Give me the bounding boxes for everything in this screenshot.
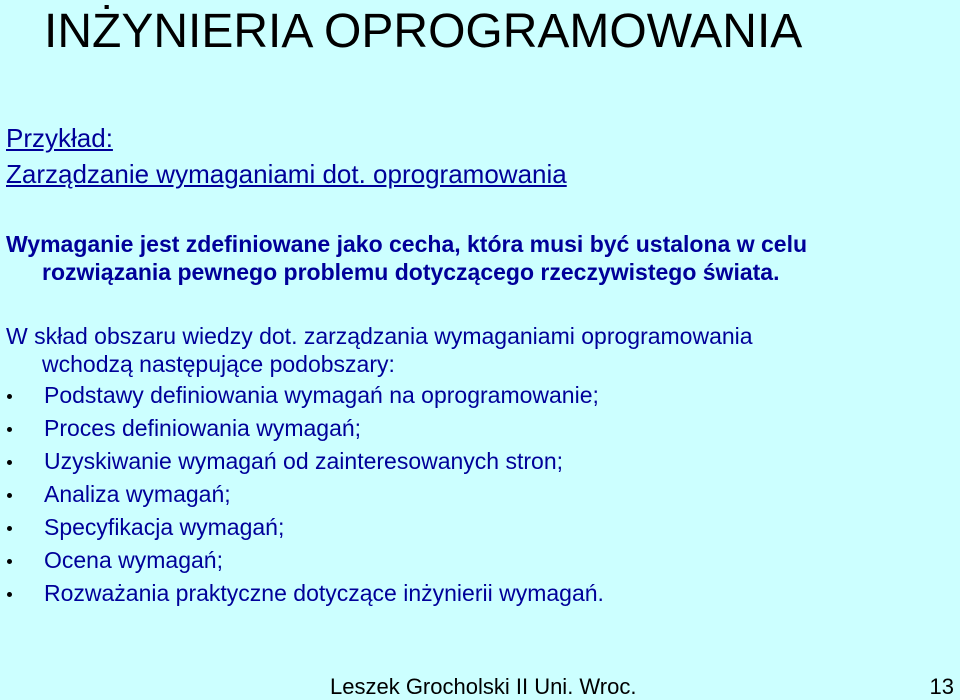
list-item: Ocena wymagań;	[0, 544, 940, 577]
definition-line-2: rozwiązania pewnego problemu dotyczącego rzeczywistego świata.	[42, 259, 780, 285]
bullet-icon	[7, 427, 12, 432]
list-item: Analiza wymagań;	[0, 478, 940, 511]
bullet-icon	[7, 493, 12, 498]
intro-paragraph	[6, 322, 936, 378]
bullet-icon	[7, 460, 12, 465]
subtitle-example: Przykład:	[6, 123, 113, 153]
subtitle-topic: Zarządzanie wymaganiami dot. oprogramowania	[6, 159, 567, 189]
slide-title: INŻYNIERIA OPROGRAMOWANIA	[44, 5, 803, 58]
footer-author: Leszek Grocholski II Uni. Wroc.	[330, 674, 637, 699]
list-item: Specyfikacja wymagań;	[0, 511, 940, 544]
list-item: Uzyskiwanie wymagań od zainteresowanych stron;	[0, 445, 940, 478]
list-item: Rozważania praktyczne dotyczące inżynierii wymagań.	[0, 577, 940, 610]
subareas-list	[0, 379, 940, 610]
intro-line-2: wchodzą następujące podobszary:	[42, 351, 395, 377]
bullet-icon	[7, 559, 12, 564]
list-item: Podstawy definiowania wymagań na oprogramowanie;	[0, 379, 940, 412]
bullet-icon	[7, 394, 12, 399]
definition-line-1: Wymaganie jest zdefiniowane jako cecha, która musi być ustalona w celu	[6, 231, 808, 257]
page-number: 13	[929, 674, 954, 699]
list-item: Proces definiowania wymagań;	[0, 412, 940, 445]
definition-paragraph	[6, 230, 936, 286]
bullet-icon	[7, 592, 12, 597]
intro-line-1: W skład obszaru wiedzy dot. zarządzania wymaganiami oprogramowania	[6, 323, 753, 349]
bullet-icon	[7, 526, 12, 531]
